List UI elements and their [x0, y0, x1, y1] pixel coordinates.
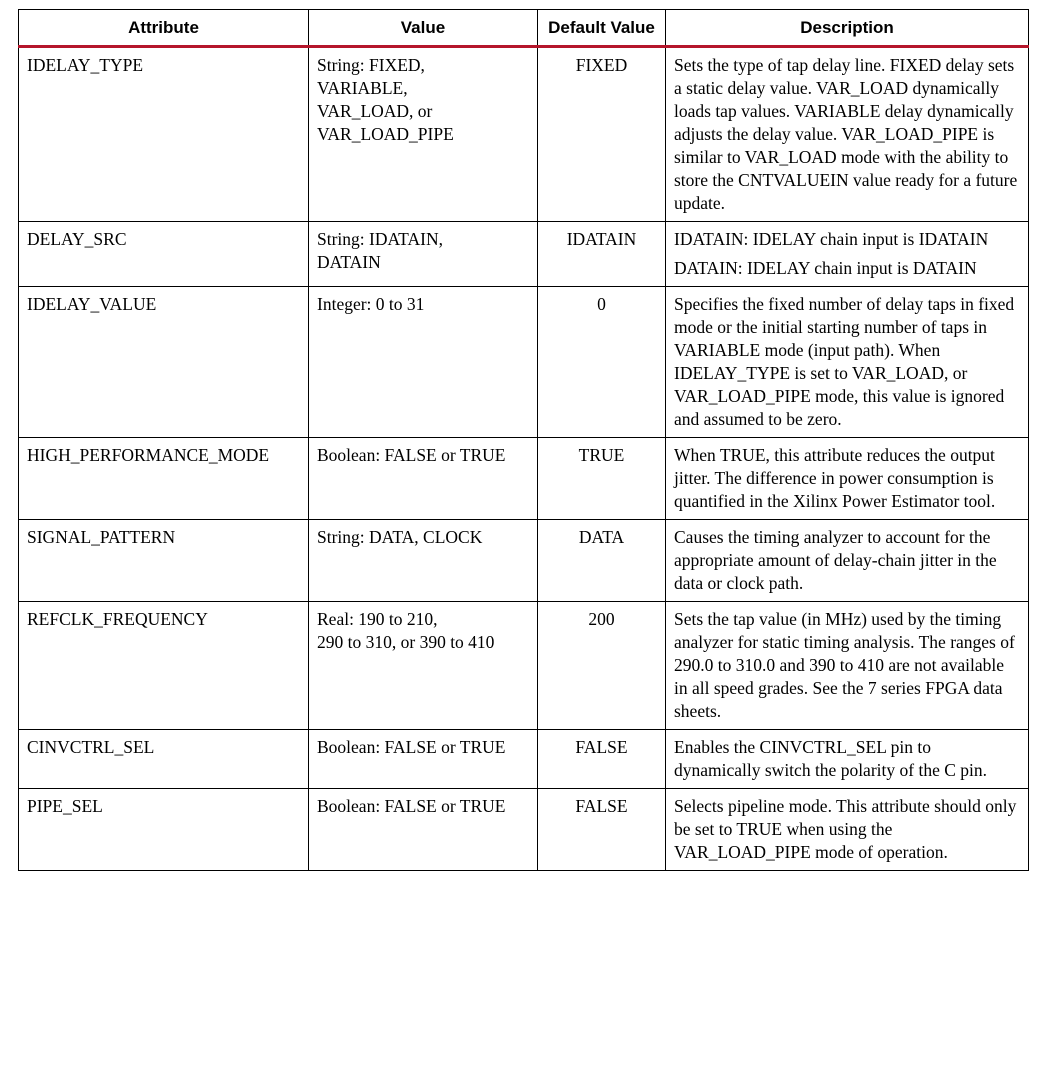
value-line: Boolean: FALSE or TRUE — [317, 737, 506, 757]
value-line: String: DATA, CLOCK — [317, 527, 483, 547]
description-paragraph: DATAIN: IDELAY chain input is DATAIN — [674, 258, 977, 278]
attribute-table-container — [18, 9, 1028, 871]
value-line: DATAIN — [317, 252, 381, 272]
value-line: 290 to 310, or 390 to 410 — [317, 632, 495, 652]
header-value: Value — [309, 10, 538, 47]
value-cell — [309, 789, 538, 871]
table-row — [19, 789, 1029, 871]
attribute-table — [18, 9, 1029, 871]
description-paragraph: Enables the CINVCTRL_SEL pin to dynamically switch the polarity of the C pin. — [674, 737, 987, 780]
description-cell — [666, 47, 1029, 222]
value-line: Integer: 0 to 31 — [317, 294, 425, 314]
default-value-cell: IDATAIN — [538, 222, 666, 287]
value-cell — [309, 222, 538, 287]
default-value-cell: FALSE — [538, 789, 666, 871]
description-paragraph: Sets the type of tap delay line. FIXED delay sets a static delay value. VAR_LOAD dynamically loads tap values. VARIABLE delay dynamically adjusts the delay value. VAR_LOAD_PIPE is similar to VAR_LOAD mode with the ability to store the CNTVALUEIN value ready for a future update. — [674, 55, 1018, 213]
description-paragraph: When TRUE, this attribute reduces the output jitter. The difference in power consumption is quantified in the Xilinx Power Estimator tool. — [674, 445, 996, 511]
value-line: VARIABLE, — [317, 78, 408, 98]
table-row — [19, 47, 1029, 222]
default-value-cell: FIXED — [538, 47, 666, 222]
value-cell — [309, 602, 538, 730]
default-value-cell: FALSE — [538, 730, 666, 789]
description-cell — [666, 602, 1029, 730]
value-line: Boolean: FALSE or TRUE — [317, 796, 506, 816]
value-line: String: FIXED, — [317, 55, 425, 75]
description-cell — [666, 438, 1029, 520]
header-default-value: Default Value — [538, 10, 666, 47]
description-paragraph: Specifies the fixed number of delay taps in fixed mode or the initial starting number of taps in VARIABLE mode (input path). When IDELAY_TYPE is set to VAR_LOAD, or VAR_LOAD_PIPE mode, this value is ignored and assumed to be zero. — [674, 294, 1015, 429]
attribute-cell: IDELAY_TYPE — [19, 47, 309, 222]
description-cell — [666, 222, 1029, 287]
description-cell — [666, 789, 1029, 871]
description-cell — [666, 287, 1029, 438]
value-cell — [309, 438, 538, 520]
description-paragraph: Causes the timing analyzer to account for the appropriate amount of delay-chain jitter in the data or clock path. — [674, 527, 997, 593]
value-line: Real: 190 to 210, — [317, 609, 438, 629]
description-cell — [666, 520, 1029, 602]
header-attribute: Attribute — [19, 10, 309, 47]
default-value-cell: 0 — [538, 287, 666, 438]
table-row — [19, 222, 1029, 287]
attribute-cell: HIGH_PERFORMANCE_MODE — [19, 438, 309, 520]
value-line: Boolean: FALSE or TRUE — [317, 445, 506, 465]
attribute-cell: SIGNAL_PATTERN — [19, 520, 309, 602]
table-row — [19, 730, 1029, 789]
table-row — [19, 520, 1029, 602]
value-line: VAR_LOAD, or — [317, 101, 433, 121]
value-cell — [309, 47, 538, 222]
attribute-cell: IDELAY_VALUE — [19, 287, 309, 438]
value-cell — [309, 287, 538, 438]
header-row — [19, 10, 1029, 47]
attribute-cell: DELAY_SRC — [19, 222, 309, 287]
value-line: String: IDATAIN, — [317, 229, 443, 249]
default-value-cell: TRUE — [538, 438, 666, 520]
table-row — [19, 602, 1029, 730]
attribute-cell: REFCLK_FREQUENCY — [19, 602, 309, 730]
attribute-cell: CINVCTRL_SEL — [19, 730, 309, 789]
description-cell — [666, 730, 1029, 789]
description-paragraph: Selects pipeline mode. This attribute should only be set to TRUE when using the VAR_LOAD_PIPE mode of operation. — [674, 796, 1017, 862]
default-value-cell: DATA — [538, 520, 666, 602]
default-value-cell: 200 — [538, 602, 666, 730]
value-cell — [309, 730, 538, 789]
value-line: VAR_LOAD_PIPE — [317, 124, 454, 144]
attribute-cell: PIPE_SEL — [19, 789, 309, 871]
header-description: Description — [666, 10, 1029, 47]
table-row — [19, 287, 1029, 438]
value-cell — [309, 520, 538, 602]
description-paragraph: IDATAIN: IDELAY chain input is IDATAIN — [674, 229, 989, 249]
description-paragraph: Sets the tap value (in MHz) used by the timing analyzer for static timing analysis. The ranges of 290.0 to 310.0 and 390 to 410 are not available in all speed grades. See the 7 series FPGA data sheets. — [674, 609, 1015, 721]
table-row — [19, 438, 1029, 520]
